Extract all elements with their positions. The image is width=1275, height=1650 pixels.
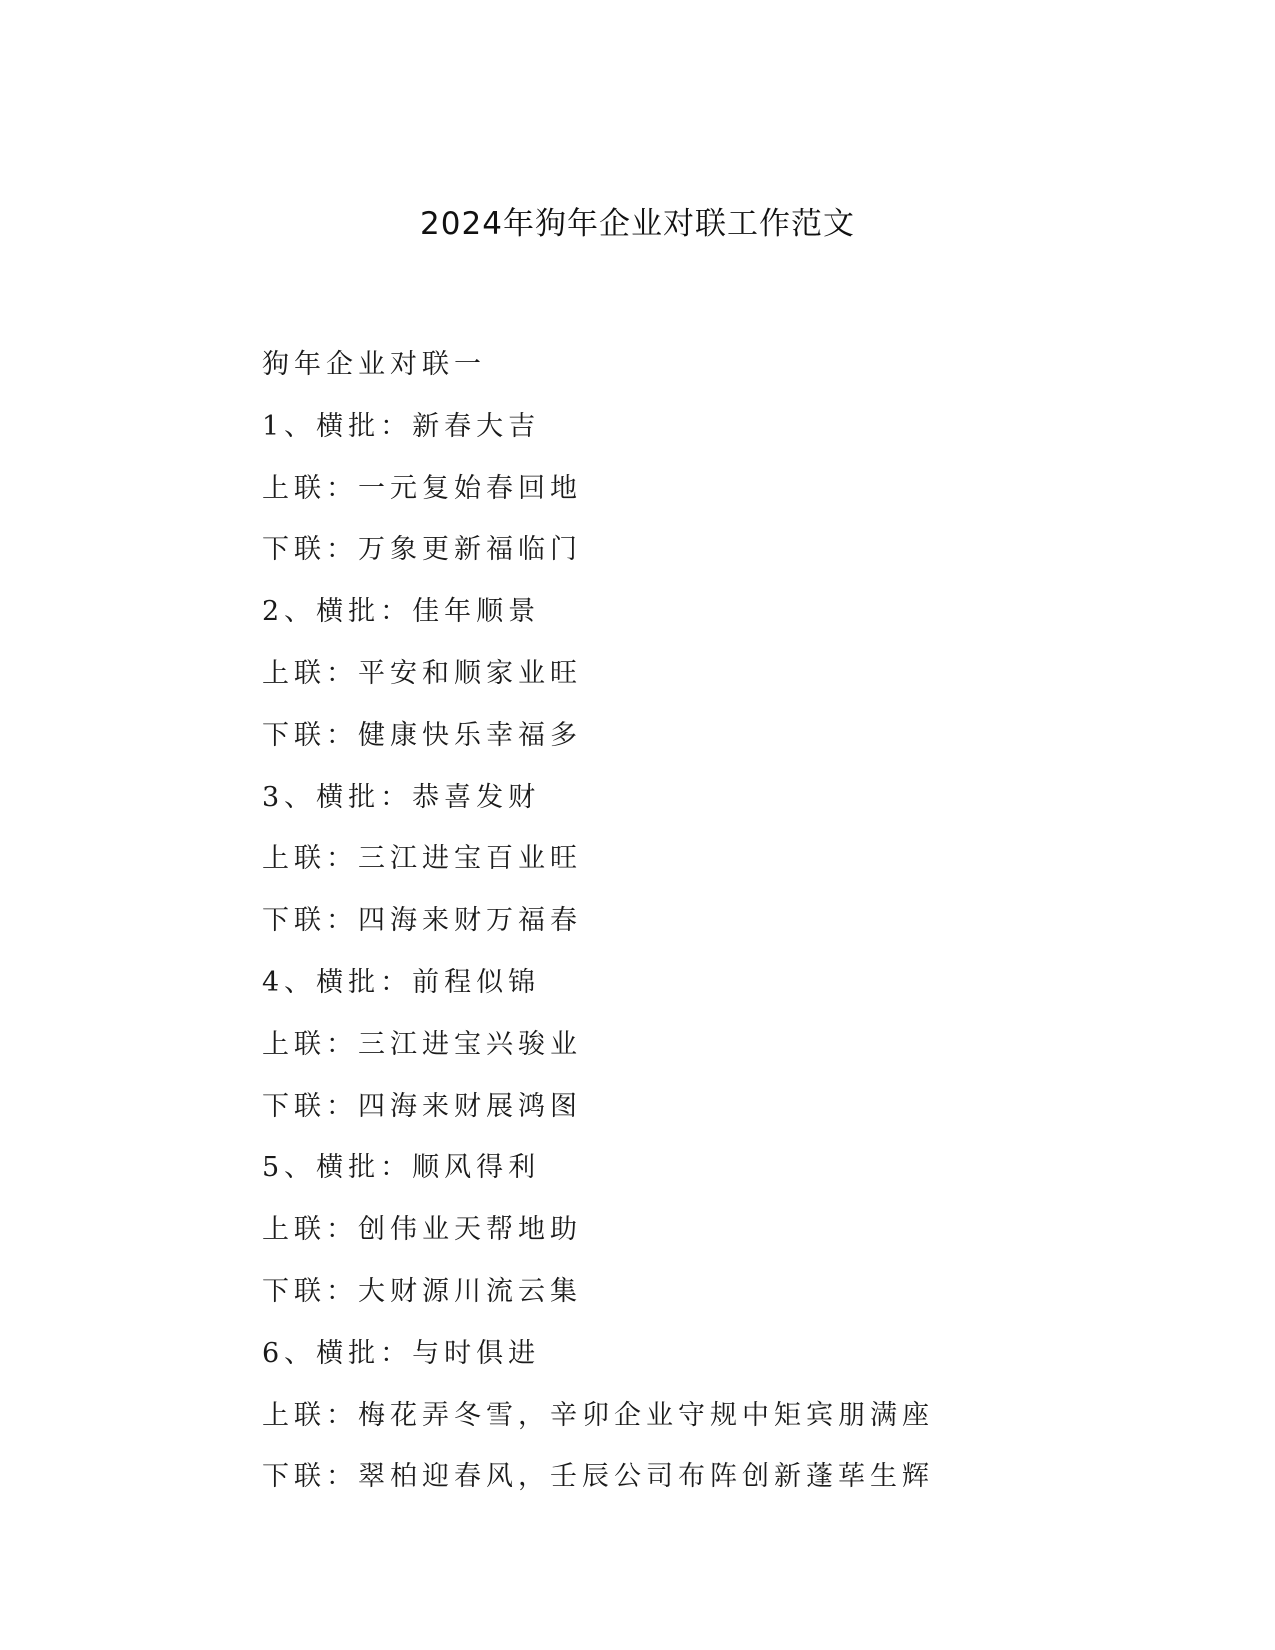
section-heading: 狗年企业对联一 (262, 349, 486, 380)
couplet-horizontal-6: 6、横批：与时俱进 (262, 1337, 541, 1369)
couplet-horizontal-4: 4、横批：前程似锦 (262, 966, 541, 998)
couplet-horizontal-2: 2、横批：佳年顺景 (262, 596, 541, 628)
couplet-upper-3: 上联：三江进宝百业旺 (262, 843, 582, 875)
couplet-lower-1: 下联：万象更新福临门 (262, 534, 582, 566)
couplet-upper-6: 上联：梅花弄冬雪，辛卯企业守规中矩宾朋满座 (262, 1399, 934, 1431)
couplet-horizontal-3: 3、横批：恭喜发财 (262, 781, 541, 813)
couplet-horizontal-1: 1、横批：新春大吉 (262, 410, 541, 442)
couplet-lower-2: 下联：健康快乐幸福多 (262, 719, 582, 751)
couplet-upper-5: 上联：创伟业天帮地助 (262, 1214, 582, 1246)
document-title: 2024年狗年企业对联工作范文 (420, 206, 855, 242)
couplet-lower-5: 下联：大财源川流云集 (262, 1275, 582, 1307)
couplet-lower-3: 下联：四海来财万福春 (262, 905, 582, 937)
couplet-upper-1: 上联：一元复始春回地 (262, 472, 582, 504)
couplet-lower-4: 下联：四海来财展鸿图 (262, 1090, 582, 1122)
couplet-upper-2: 上联：平安和顺家业旺 (262, 657, 582, 689)
couplet-lower-6: 下联：翠柏迎春风，壬辰公司布阵创新蓬荜生辉 (262, 1461, 934, 1493)
couplet-upper-4: 上联：三江进宝兴骏业 (262, 1028, 582, 1060)
document-body (262, 334, 1162, 1508)
couplet-horizontal-5: 5、横批：顺风得利 (262, 1152, 541, 1184)
